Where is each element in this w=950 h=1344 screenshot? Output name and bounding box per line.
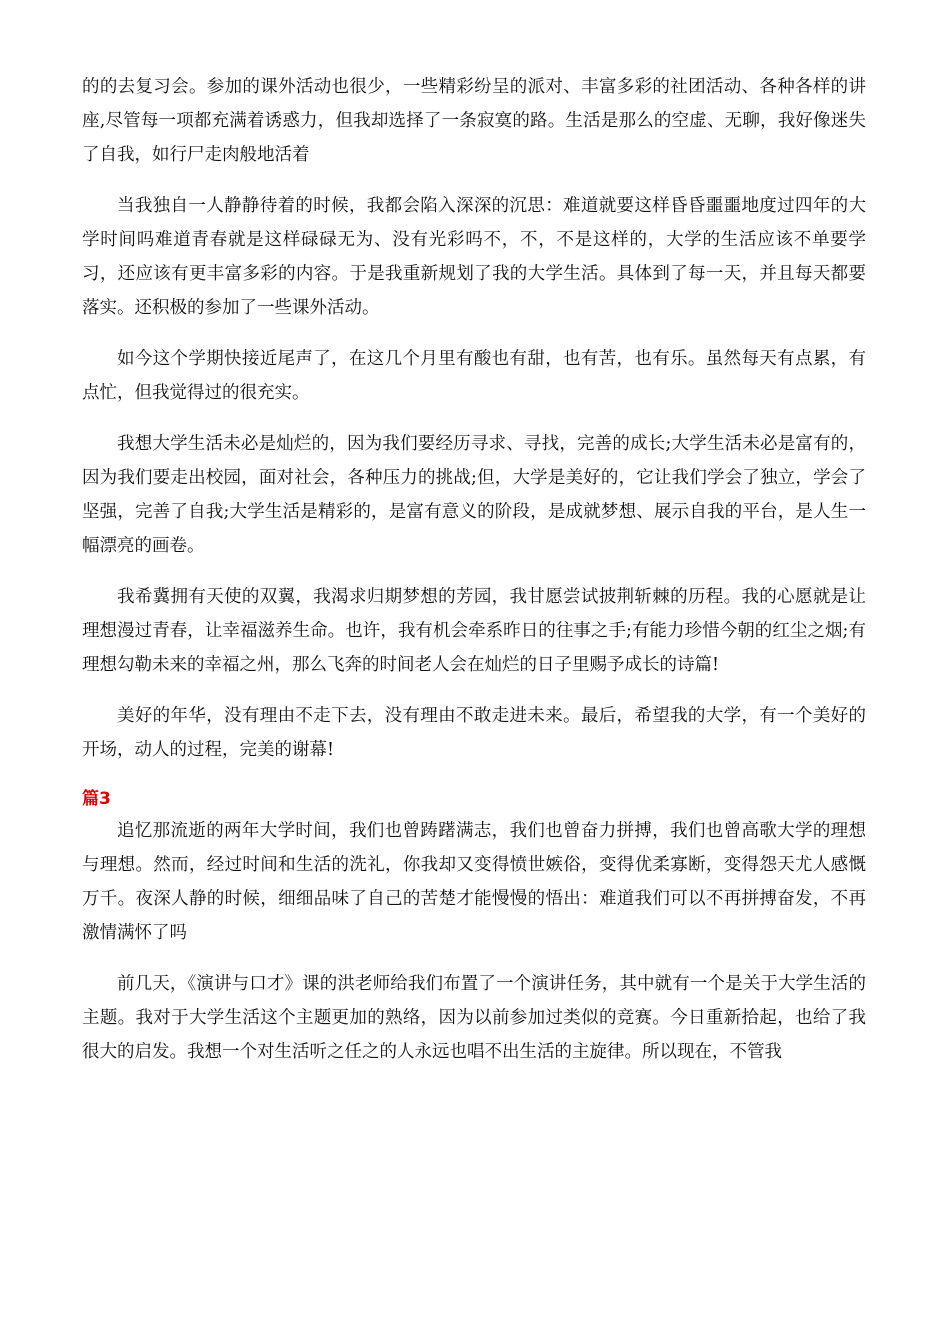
body-before-heading	[82, 70, 866, 767]
paragraph-1: 的的去复习会。参加的课外活动也很少，一些精彩纷呈的派对、丰富多彩的社团活动、各种各样的讲座,尽管每一项都充满着诱惑力，但我却选择了一条寂寞的路。生活是那么的空虚、无聊，我好像迷失了自我，如行尸走肉般地活着	[82, 77, 866, 165]
body-after-heading	[82, 814, 866, 1069]
paragraph-3: 如今这个学期快接近尾声了，在这几个月里有酸也有甜，也有苦，也有乐。虽然每天有点累，有点忙，但我觉得过的很充实。	[82, 349, 866, 403]
paragraph-7: 追忆那流逝的两年大学时间，我们也曾踌躇满志，我们也曾奋力拼搏，我们也曾高歌大学的理想与理想。然而，经过时间和生活的洗礼，你我却又变得愤世嫉俗，变得优柔寡断，变得怨天尤人感慨万千。夜深人静的时候，细细品味了自己的苦楚才能慢慢的悟出：难道我们可以不再拼搏奋发，不再激情满怀了吗	[82, 821, 866, 943]
paragraph-8: 前几天，《演讲与口才》课的洪老师给我们布置了一个演讲任务，其中就有一个是关于大学生活的主题。我对于大学生活这个主题更加的熟络，因为以前参加过类似的竞赛。今日重新拾起，也给了我很大的启发。我想一个对生活听之任之的人永远也唱不出生活的主旋律。所以现在，不管我	[82, 974, 866, 1062]
paragraph-4: 我想大学生活未必是灿烂的，因为我们要经历寻求、寻找，完善的成长;大学生活未必是富有的，因为我们要走出校园，面对社会，各种压力的挑战;但，大学是美好的，它让我们学会了独立，学会了坚强，完善了自我;大学生活是精彩的，是富有意义的阶段，是成就梦想、展示自我的平台，是人生一幅漂亮的画卷。	[82, 434, 866, 556]
paragraph-2: 当我独自一人静静待着的时候，我都会陷入深深的沉思：难道就要这样昏昏噩噩地度过四年的大学时间吗难道青春就是这样碌碌无为、没有光彩吗不，不，不是这样的，大学的生活应该不单要学习，还应该有更丰富多彩的内容。于是我重新规划了我的大学生活。具体到了每一天，并且每天都要落实。还积极的参加了一些课外活动。	[82, 196, 866, 318]
paragraph-5: 我希冀拥有天使的双翼，我渴求归期梦想的芳园，我甘愿尝试披荆斩棘的历程。我的心愿就是让理想漫过青春，让幸福滋养生命。也许，我有机会牵系昨日的往事之手;有能力珍惜今朝的红尘之烟;有理想勾勒未来的幸福之州，那么飞奔的时间老人会在灿烂的日子里赐予成长的诗篇!	[82, 587, 866, 675]
section-heading: 篇3	[82, 789, 111, 809]
paragraph-6: 美好的年华，没有理由不走下去，没有理由不敢走进未来。最后，希望我的大学，有一个美好的开场，动人的过程，完美的谢幕!	[82, 706, 866, 760]
